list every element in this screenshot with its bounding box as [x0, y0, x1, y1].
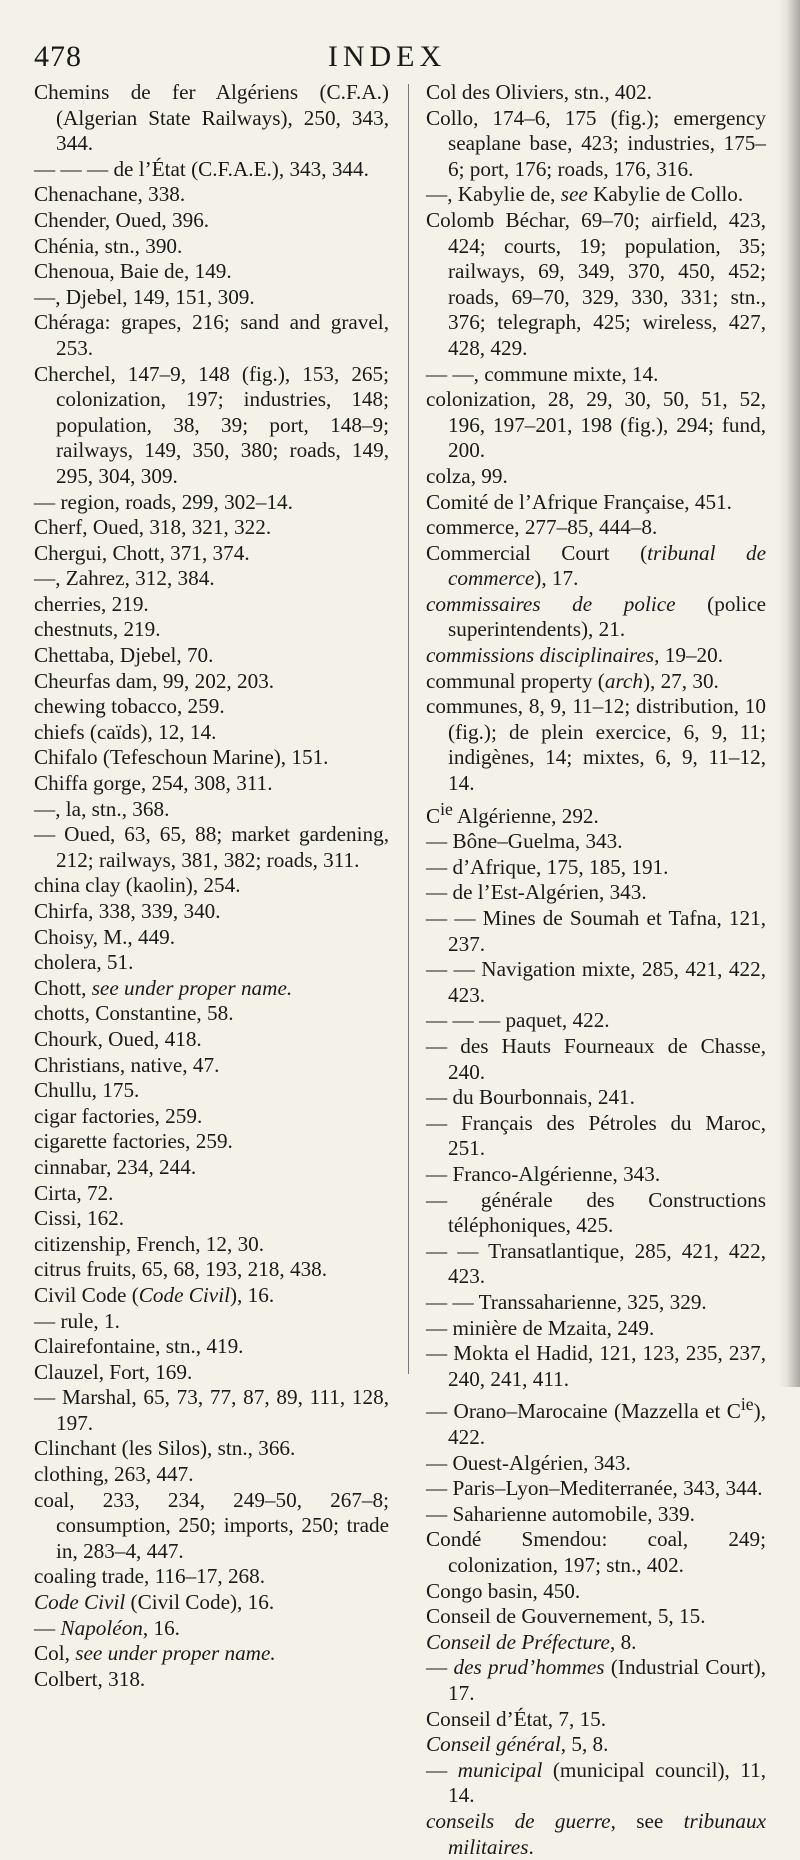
- index-entry: —, la, stn., 368.: [34, 796, 170, 821]
- index-entry: — municipal (municipal council), 11, 14.: [426, 1757, 766, 1808]
- index-entry: commerce, 277–85, 444–8.: [426, 515, 658, 540]
- index-entry: Chourk, Oued, 418.: [34, 1026, 202, 1051]
- index-entry: Chettaba, Djebel, 70.: [34, 643, 214, 668]
- column-divider: [408, 84, 409, 1374]
- index-entry: cinnabar, 234, 244.: [34, 1154, 197, 1179]
- index-entry: $C^{ie}$ Algérienne, 292.: [426, 798, 599, 828]
- index-entry: Col, see under proper name.: [34, 1641, 276, 1666]
- index-entry: Chéraga: grapes, 216; sand and gravel, 253.: [34, 310, 389, 360]
- index-entry: Chergui, Chott, 371, 374.: [34, 540, 250, 565]
- index-entry: clothing, 263, 447.: [34, 1462, 194, 1487]
- index-entry: — — — paquet, 422.: [426, 1008, 610, 1033]
- index-entry: — des Hauts Fourneaux de Chasse, 240.: [426, 1034, 766, 1084]
- index-entry: Conseil d’État, 7, 15.: [426, 1706, 607, 1731]
- index-entry: — Franco-Algérienne, 343.: [426, 1162, 661, 1186]
- index-entry: Chender, Oued, 396.: [34, 207, 210, 232]
- index-entry: Comité de l’Afrique Française, 451.: [426, 489, 732, 514]
- index-entry: chiefs (caïds), 12, 14.: [34, 719, 217, 744]
- index-entry: —, Djebel, 149, 151, 309.: [34, 284, 255, 309]
- index-entry: Code Civil (Civil Code), 16.: [34, 1590, 275, 1615]
- index-entry: Cherf, Oued, 318, 321, 322.: [34, 515, 272, 540]
- index-entry: — d’Afrique, 175, 185, 191.: [426, 854, 669, 879]
- index-entry: Choisy, M., 449.: [34, 924, 176, 949]
- index-column-right: [426, 80, 766, 1860]
- index-entry: — Orano–Marocaine (Mazzella et $C^{ie}$), 422.: [426, 1394, 766, 1449]
- index-entry: Cirta, 72.: [34, 1180, 114, 1205]
- index-entry: chewing tobacco, 259.: [34, 694, 225, 719]
- index-entry: communes, 8, 9, 11–12; distribution, 10 (fig.); de plein exercice, 6, 9, 11; indigènes, 14; mixtes, 6, 9, 11–12, 14.: [426, 694, 766, 796]
- index-entry: Clairefontaine, stn., 419.: [34, 1334, 244, 1359]
- index-entry: Chenachane, 338.: [34, 182, 186, 207]
- index-entry: citrus fruits, 65, 68, 193, 218, 438.: [34, 1257, 328, 1282]
- index-entry: china clay (kaolin), 254.: [34, 873, 241, 898]
- index-entry: — Mokta el Hadid, 121, 123, 235, 237, 240, 241, 411.: [426, 1341, 766, 1391]
- index-entry: chotts, Constantine, 58.: [34, 1001, 234, 1026]
- page-number: 478: [34, 40, 82, 73]
- index-entry: cholera, 51.: [34, 950, 134, 975]
- index-entry: Cherchel, 147–9, 148 (fig.), 153, 265; colonization, 197; industries, 148; population, 38, 39; port, 148–9; railways, 149, 350, 380; roads, 149, 295, 304, 309.: [34, 361, 389, 488]
- index-entry: Christians, native, 47.: [34, 1052, 220, 1077]
- index-entry: — générale des Constructions téléphoniques, 425.: [426, 1187, 766, 1238]
- index-entry: — rule, 1.: [34, 1308, 120, 1333]
- index-entry: Condé Smendou: coal, 249; colonization, 197; stn., 402.: [426, 1527, 766, 1577]
- index-entry: Chiffa gorge, 254, 308, 311.: [34, 771, 273, 796]
- index-entry: — Oued, 63, 65, 88; market gardening, 212; railways, 381, 382; roads, 311.: [34, 822, 389, 872]
- index-entry: Congo basin, 450.: [426, 1578, 581, 1603]
- index-entry: — Bône–Guelma, 343.: [426, 829, 623, 854]
- index-entry: Clauzel, Fort, 169.: [34, 1359, 193, 1384]
- index-entry: — du Bourbonnais, 241.: [426, 1085, 635, 1110]
- index-entry: chestnuts, 219.: [34, 617, 161, 642]
- index-entry: — — Navigation mixte, 285, 421, 422, 423.: [426, 957, 766, 1007]
- index-column-left: [34, 80, 389, 1692]
- page-header: [34, 40, 740, 80]
- index-entry: — Saharienne automobile, 339.: [426, 1501, 695, 1526]
- index-entry: — region, roads, 299, 302–14.: [34, 489, 293, 514]
- index-entry: Chullu, 175.: [34, 1078, 140, 1103]
- index-entry: coaling trade, 116–17, 268.: [34, 1564, 266, 1589]
- index-entry: Chemins de fer Algériens (C.F.A.) (Algerian State Railways), 250, 343, 344.: [34, 80, 389, 156]
- index-entry: — — Mines de Soumah et Tafna, 121, 237.: [426, 906, 766, 956]
- index-entry: cherries, 219.: [34, 591, 149, 616]
- page-edge-shadow: [778, 0, 800, 1387]
- index-entry: communal property (arch), 27, 30.: [426, 668, 719, 693]
- index-entry: — des prud’hommes (Industrial Court), 17.: [426, 1655, 767, 1705]
- index-entry: — — Transsaharienne, 325, 329.: [426, 1289, 707, 1314]
- index-entry: Collo, 174–6, 175 (fig.); emergency seaplane base, 423; industries, 175–6; port, 176; roads, 176, 316.: [426, 105, 766, 181]
- index-entry: Colomb Béchar, 69–70; airfield, 423, 424; courts, 19; population, 35; railways, 69, 349, 370, 450, 452; roads, 69–70, 329, 330, 331; stn., 376; telegraph, 425; wireless, 427, 428, 429.: [426, 207, 766, 360]
- index-entry: Conseil général, 5, 8.: [426, 1732, 609, 1757]
- index-entry: — de l’Est-Algérien, 343.: [426, 880, 647, 905]
- index-entry: Chott, see under proper name.: [34, 975, 293, 1000]
- index-entry: Clinchant (les Silos), stn., 366.: [34, 1436, 296, 1461]
- index-entry: colonization, 28, 29, 30, 50, 51, 52, 196, 197–201, 198 (fig.), 294; fund, 200.: [426, 387, 766, 463]
- index-entry: Col des Oliviers, stn., 402.: [426, 80, 652, 104]
- index-entry: coal, 233, 234, 249–50, 267–8; consumption, 250; imports, 250; trade in, 283–4, 447.: [34, 1487, 389, 1563]
- index-entry: Civil Code (Code Civil), 16.: [34, 1282, 275, 1307]
- index-entry: Conseil de Préfecture, 8.: [426, 1629, 637, 1654]
- index-entry: conseils de guerre, see tribunaux militaires.: [426, 1808, 766, 1859]
- index-entry: Chenoua, Baie de, 149.: [34, 259, 232, 284]
- index-entry: — Marshal, 65, 73, 77, 87, 89, 111, 128, 197.: [34, 1385, 389, 1435]
- index-entry: citizenship, French, 12, 30.: [34, 1231, 265, 1256]
- index-entry: Cheurfas dam, 99, 202, 203.: [34, 668, 275, 693]
- index-entry: Chifalo (Tefeschoun Marine), 151.: [34, 745, 329, 770]
- index-entry: Chénia, stn., 390.: [34, 233, 183, 258]
- index-entry: — —, commune mixte, 14.: [426, 361, 659, 386]
- index-entry: cigar factories, 259.: [34, 1103, 203, 1128]
- index-entry: — minière de Mzaita, 249.: [426, 1315, 655, 1340]
- index-entry: commissaires de police (police superintendents), 21.: [426, 591, 766, 642]
- index-entry: commissions disciplinaires, 19–20.: [426, 643, 724, 668]
- index-entry: Commercial Court (tribunal de commerce), 17.: [426, 540, 767, 591]
- index-entry: cigarette factories, 259.: [34, 1129, 233, 1154]
- index-entry: — Paris–Lyon–Mediterranée, 343, 344.: [426, 1476, 763, 1501]
- index-entry: — Français des Pétroles du Maroc, 251.: [426, 1110, 766, 1161]
- index-entry: — — — de l’État (C.F.A.E.), 343, 344.: [34, 156, 369, 181]
- index-entry: colza, 99.: [426, 463, 508, 488]
- index-entry: Conseil de Gouvernement, 5, 15.: [426, 1604, 706, 1629]
- index-entry: — — Transatlantique, 285, 421, 422, 423.: [426, 1238, 766, 1289]
- index-entry: Cissi, 162.: [34, 1206, 125, 1231]
- running-head: INDEX: [327, 40, 447, 73]
- index-entry: Chirfa, 338, 339, 340.: [34, 899, 221, 923]
- index-entry: —, Kabylie de, see Kabylie de Collo.: [426, 182, 744, 207]
- index-entry: — Ouest-Algérien, 343.: [426, 1450, 631, 1475]
- index-entry: —, Zahrez, 312, 384.: [34, 566, 215, 591]
- index-entry: — Napoléon, 16.: [34, 1615, 180, 1640]
- index-entry: Colbert, 318.: [34, 1666, 146, 1691]
